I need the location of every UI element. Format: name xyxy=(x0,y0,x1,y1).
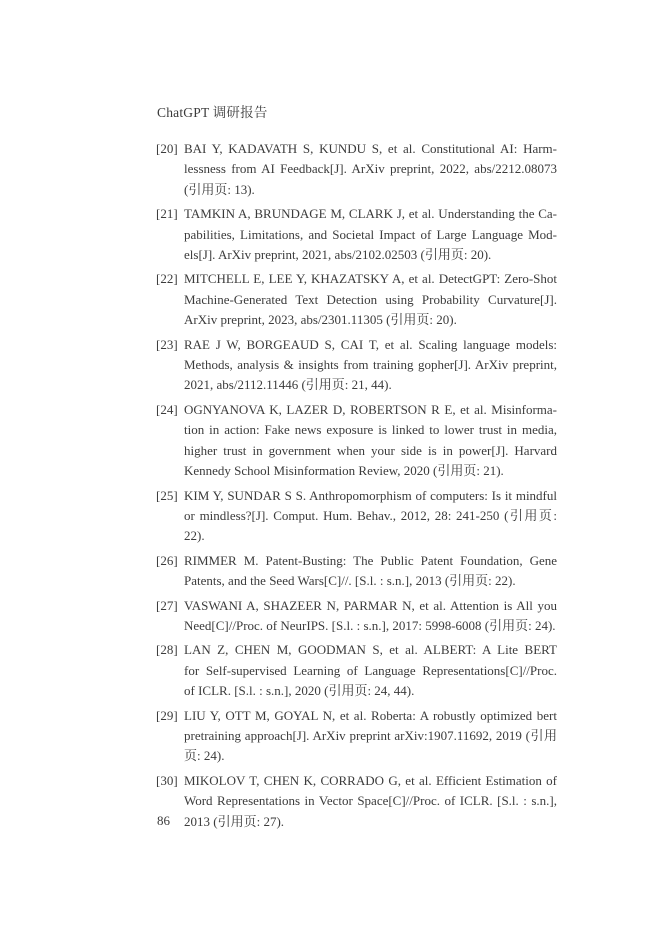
reference-line: Need[C]//Proc. of NeurIPS. [S.l. : s.n.], 2017: 5998-6008 (引用页: 24). xyxy=(184,617,556,633)
reference-line: Methods, analysis & insights from training gopher[J]. ArXiv preprint, xyxy=(184,357,557,373)
reference-line: for Self-supervised Learning of Language Representations[C]//Proc. xyxy=(184,662,557,678)
page-number: 86 xyxy=(157,813,170,828)
reference-text xyxy=(184,706,557,767)
reference-text xyxy=(184,335,557,396)
reference-line: pretraining approach[J]. ArXiv preprint arXiv:1907.11692, 2019 (引用 xyxy=(184,727,557,743)
reference-number: [28] xyxy=(156,642,178,658)
reference-text xyxy=(184,400,557,482)
reference-item xyxy=(156,706,557,767)
reference-item xyxy=(156,400,557,482)
reference-item xyxy=(156,771,557,832)
reference-item xyxy=(156,551,557,592)
reference-line: pabilities, Limitations, and Societal Impact of Large Language Mod- xyxy=(184,226,557,242)
reference-number: [30] xyxy=(156,772,178,788)
reference-line: KIM Y, SUNDAR S S. Anthropomorphism of computers: Is it mindful xyxy=(184,487,557,503)
reference-list xyxy=(156,139,557,836)
reference-line: Kennedy School Misinformation Review, 2020 (引用页: 21). xyxy=(184,463,504,479)
reference-line: LAN Z, CHEN M, GOODMAN S, et al. ALBERT: A Lite BERT xyxy=(184,642,557,658)
reference-text xyxy=(184,486,557,547)
reference-line: tion in action: Fake news exposure is linked to lower trust in media, xyxy=(184,422,557,438)
reference-line: OGNYANOVA K, LAZER D, ROBERTSON R E, et al. Misinforma- xyxy=(184,401,557,417)
reference-line: Machine-Generated Text Detection using Probability Curvature[J]. xyxy=(184,291,557,307)
reference-text xyxy=(184,139,557,200)
reference-number: [26] xyxy=(156,552,178,568)
reference-text xyxy=(184,640,557,701)
reference-line: MITCHELL E, LEE Y, KHAZATSKY A, et al. DetectGPT: Zero-Shot xyxy=(184,271,557,287)
reference-text xyxy=(184,551,557,592)
reference-line: els[J]. ArXiv preprint, 2021, abs/2102.02503 (引用页: 20). xyxy=(184,247,492,263)
reference-line: BAI Y, KADAVATH S, KUNDU S, et al. Constitutional AI: Harm- xyxy=(184,141,557,156)
reference-line: MIKOLOV T, CHEN K, CORRADO G, et al. Efficient Estimation of xyxy=(184,772,557,788)
reference-item xyxy=(156,204,557,265)
reference-number: [24] xyxy=(156,401,178,417)
reference-line: (引用页: 13). xyxy=(184,181,255,197)
reference-line: lessness from AI Feedback[J]. ArXiv preprint, 2022, abs/2212.08073 xyxy=(184,161,557,177)
reference-line: 2021, abs/2112.11446 (引用页: 21, 44). xyxy=(184,377,392,393)
reference-number: [23] xyxy=(156,336,178,352)
reference-number: [25] xyxy=(156,487,178,503)
reference-line: LIU Y, OTT M, GOYAL N, et al. Roberta: A robustly optimized bert xyxy=(184,707,557,723)
reference-text xyxy=(184,596,557,637)
reference-number: [21] xyxy=(156,206,178,222)
reference-line: or mindless?[J]. Comput. Hum. Behav., 2012, 28: 241-250 (引用页: 22). xyxy=(184,507,557,544)
reference-line: higher trust in government when your side is in power[J]. Harvard xyxy=(184,442,557,458)
reference-line: of ICLR. [S.l. : s.n.], 2020 (引用页: 24, 44). xyxy=(184,683,415,699)
reference-line: VASWANI A, SHAZEER N, PARMAR N, et al. Attention is All you xyxy=(184,597,557,613)
reference-text xyxy=(184,771,557,832)
reference-item xyxy=(156,269,557,330)
reference-line: ArXiv preprint, 2023, abs/2301.11305 (引用页: 20). xyxy=(184,312,457,328)
reference-text xyxy=(184,204,557,265)
reference-number: [20] xyxy=(156,141,178,156)
reference-line: Word Representations in Vector Space[C]//Proc. of ICLR. [S.l. : s.n.], xyxy=(184,793,557,809)
reference-line: Patents, and the Seed Wars[C]//. [S.l. : s.n.], 2013 (引用页: 22). xyxy=(184,573,516,589)
running-header: ChatGPT 调研报告 xyxy=(157,105,268,120)
reference-line: RAE J W, BORGEAUD S, CAI T, et al. Scaling language models: xyxy=(184,336,557,352)
reference-number: [22] xyxy=(156,271,178,287)
reference-line: 页: 24). xyxy=(184,748,225,764)
reference-item xyxy=(156,139,557,200)
reference-text xyxy=(184,269,557,330)
reference-number: [29] xyxy=(156,707,178,723)
reference-line: 2013 (引用页: 27). xyxy=(184,813,285,829)
reference-number: [27] xyxy=(156,597,178,613)
reference-item xyxy=(156,335,557,396)
reference-line: TAMKIN A, BRUNDAGE M, CLARK J, et al. Understanding the Ca- xyxy=(184,206,557,222)
reference-line: RIMMER M. Patent-Busting: The Public Patent Foundation, Gene xyxy=(184,552,557,568)
reference-item xyxy=(156,596,557,637)
reference-item xyxy=(156,640,557,701)
reference-item xyxy=(156,486,557,547)
